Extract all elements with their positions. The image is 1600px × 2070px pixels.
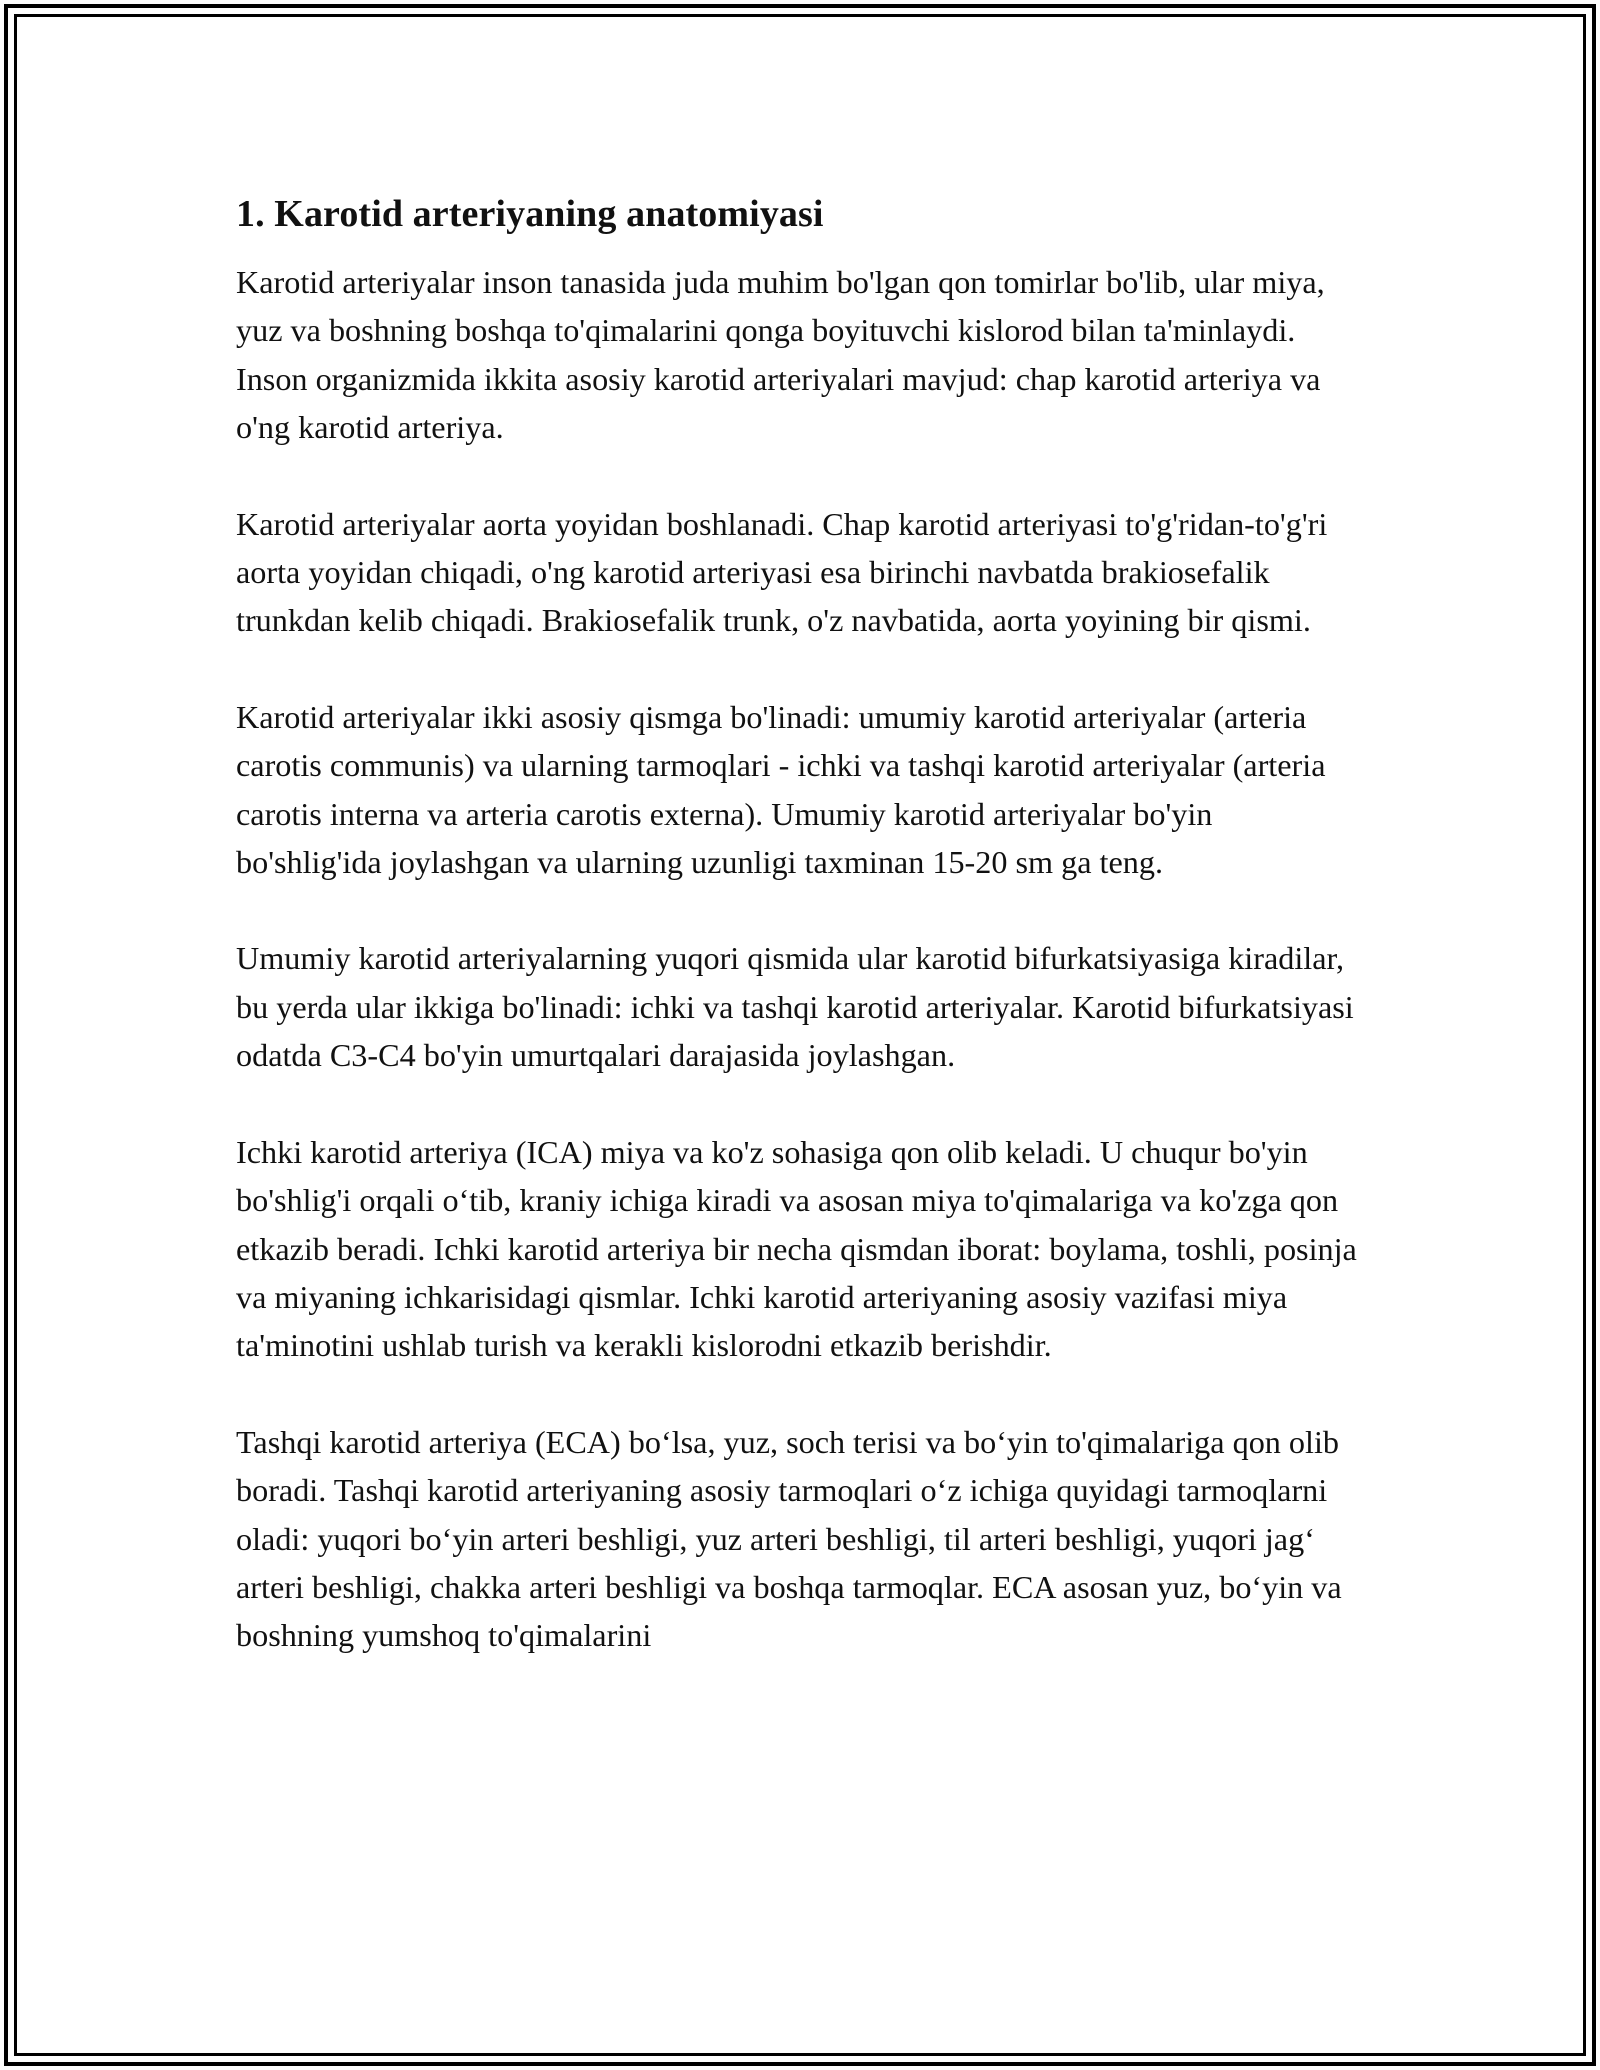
paragraph-internal-carotid: Ichki karotid arteriya (ICA) miya va ko'z sohasiga qon olib keladi. U chuqur bo'yin bo'shlig'i orqali o‘tib, kraniy ichiga kiradi va asosan miya to'qimalariga va ko'zga qon etkazib beradi. Ichki karotid arteriya bir necha qismdan iborat: boylama, toshli, posinja va miyaning ichkarisidagi qismlar. Ichki karotid arteriyaning asosiy vazifasi miya ta'minotini ushlab turish va kerakli kislorodni etkazib berishdir.: [236, 1133, 1357, 1364]
document-body: [236, 186, 1366, 1708]
paragraph-origin: Karotid arteriyalar aorta yoyidan boshlanadi. Chap karotid arteriyasi to'g'ridan-to'g'ri aorta yoyidan chiqadi, o'ng karotid arteriyasi esa birinchi navbatda brakiosefalik trunkdan kelib chiqadi. Brakiosefalik trunk, o'z navbatida, aorta yoyining bir qismi.: [236, 505, 1328, 639]
paragraph-divisions: Karotid arteriyalar ikki asosiy qismga bo'linadi: umumiy karotid arteriyalar (arteria carotis communis) va ularning tarmoqlari - ichki va tashqi karotid arteriyalar (arteria carotis interna va arteria carotis externa). Umumiy karotid arteriyalar bo'yin bo'shlig'ida joylashgan va ularning uzunligi taxminan 15-20 sm ga teng.: [236, 698, 1326, 881]
paragraph-intro: Karotid arteriyalar inson tanasida juda muhim bo'lgan qon tomirlar bo'lib, ular miya, yuz va boshning boshqa to'qimalarini qonga boyituvchi kislorod bilan ta'minlaydi. Inson organizmida ikkita asosiy karotid arteriyalari mavjud: chap karotid arteriya va o'ng karotid arteriya.: [236, 264, 1325, 446]
paragraph-bifurcation: Umumiy karotid arteriyalarning yuqori qismida ular karotid bifurkatsiyasiga kiradilar, bu yerda ular ikkiga bo'linadi: ichki va tashqi karotid arteriyalar. Karotid bifurkatsiyasi odatda C3-C4 bo'yin umurtqalari darajasida joylashgan.: [236, 940, 1354, 1074]
section-heading: 1. Karotid arteriyaning anatomiyasi: [236, 193, 824, 235]
paragraph-external-carotid: Tashqi karotid arteriya (ECA) bo‘lsa, yuz, soch terisi va bo‘yin to'qimalariga qon olib boradi. Tashqi karotid arteriyaning asosiy tarmoqlari o‘z ichiga quyidagi tarmoqlarni oladi: yuqori bo‘yin arteri beshligi, yuz arteri beshligi, til arteri beshligi, yuqori jag‘ arteri beshligi, chakka arteri beshligi va boshqa tarmoqlar. ECA asosan yuz, bo‘yin va boshning yumshoq to'qimalarini: [236, 1423, 1342, 1654]
